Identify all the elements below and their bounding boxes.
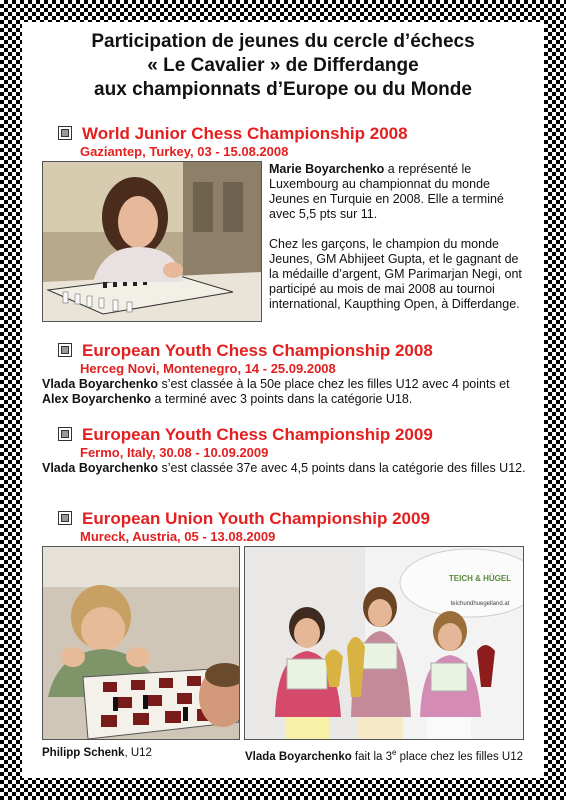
square-bullet-icon bbox=[58, 343, 72, 357]
section-1-paragraph-2: Chez les garçons, le champion du monde Jeunes, GM Abhijeet Gupta, et le gagnant de la médaille d’argent, GM Parimarjan Negi, ont participé au mois de mai 2008 au tournoi international, Kaupthing Open, à Differdange. bbox=[269, 237, 522, 311]
title-line-3: aux championnats d’Europe ou du Monde bbox=[94, 79, 472, 100]
section-2-title: European Youth Chess Championship 2008 bbox=[58, 341, 433, 361]
photo-boy-chess-illustration bbox=[43, 547, 239, 739]
section-3-subtitle: Fermo, Italy, 30.08 - 10.09.2009 bbox=[80, 445, 269, 460]
caption-right: Vlada Boyarchenko fait la 3e place chez les filles U12 bbox=[245, 748, 524, 763]
section-2-subtitle: Herceg Novi, Montenegro, 14 - 25.09.2008 bbox=[80, 361, 336, 376]
section-3-paragraph: Vlada Boyarchenko s’est classée 37e avec 4,5 points dans la catégorie des filles U12. bbox=[42, 461, 526, 475]
title-line-2: « Le Cavalier » de Differdange bbox=[147, 55, 419, 76]
caption-left: Philipp Schenk, U12 bbox=[42, 747, 152, 759]
page-title bbox=[30, 30, 536, 102]
square-bullet-icon bbox=[58, 511, 72, 525]
photo-girl-chess-illustration bbox=[43, 162, 261, 321]
player-name: Vlada Boyarchenko bbox=[42, 461, 159, 475]
photo-award-ceremony-illustration bbox=[245, 547, 523, 739]
player-name: Vlada Boyarchenko bbox=[245, 750, 352, 763]
section-2-paragraph: Vlada Boyarchenko s’est classée à la 50e place chez les filles U12 avec 4 points et Alex Boyarchenko a terminé avec 3 points dans la catégorie U18. bbox=[42, 377, 510, 406]
title-line-1: Participation de jeunes du cercle d’échecs bbox=[91, 31, 475, 52]
photo-girls-with-trophies bbox=[244, 546, 524, 740]
photo-boy-playing-chess bbox=[42, 546, 240, 740]
section-1-paragraph-1: Marie Boyarchenko a représenté le Luxembourg au championnat du monde Jeunes en Turquie en 2008. Elle a terminé avec 5,5 pts sur 11. bbox=[269, 162, 504, 221]
player-name: Vlada Boyarchenko bbox=[42, 377, 159, 391]
section-3-title: European Youth Chess Championship 2009 bbox=[58, 425, 433, 445]
player-name: Marie Boyarchenko bbox=[269, 162, 385, 176]
player-name: Philipp Schenk bbox=[42, 747, 125, 759]
sign-url: teichundhuegelland.at bbox=[450, 601, 510, 607]
square-bullet-icon bbox=[58, 126, 72, 140]
photo-girl-playing-chess bbox=[42, 161, 262, 322]
section-1-subtitle: Gaziantep, Turkey, 03 - 15.08.2008 bbox=[80, 144, 289, 159]
section-4-subtitle: Mureck, Austria, 05 - 13.08.2009 bbox=[80, 529, 276, 544]
square-bullet-icon bbox=[58, 427, 72, 441]
player-name: Alex Boyarchenko bbox=[42, 392, 152, 406]
section-4-title: European Union Youth Championship 2009 bbox=[58, 509, 430, 529]
sign-title: TEICH & HÜGEL bbox=[448, 574, 512, 583]
section-1-title: World Junior Chess Championship 2008 bbox=[58, 124, 408, 144]
